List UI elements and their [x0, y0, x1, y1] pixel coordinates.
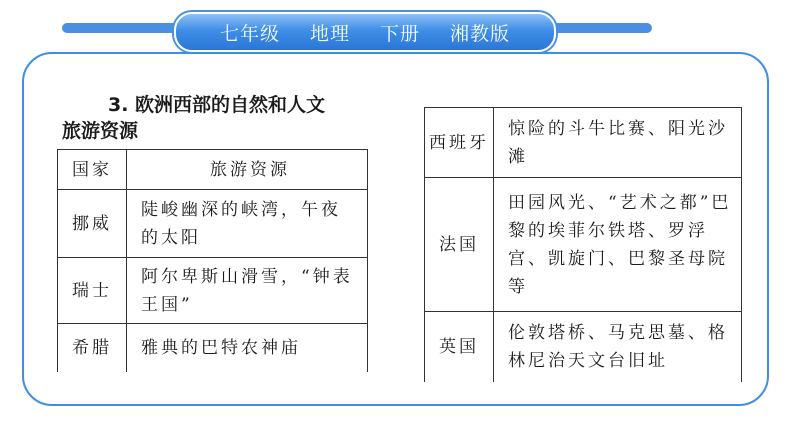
table-row: [58, 258, 368, 324]
country-cell: 法国: [425, 178, 494, 312]
table-row: [425, 178, 742, 312]
header-publisher: 湘教版: [450, 22, 511, 45]
country-cell: 希腊: [58, 324, 127, 372]
table-row: [425, 108, 742, 178]
country-cell: 英国: [425, 312, 494, 382]
header-subject: 地理: [309, 22, 350, 45]
header-resource: 旅游资源: [127, 150, 368, 190]
header-grade: 七年级: [219, 22, 280, 45]
section-title-line1: 3. 欧洲西部的自然和人文: [108, 94, 326, 116]
resource-cell: 伦敦塔桥、马克思墓、格林尼治天文台旧址: [494, 312, 742, 382]
section-title: [62, 92, 382, 144]
header-banner: [174, 12, 556, 52]
resource-cell: 雅典的巴特农神庙: [127, 324, 368, 372]
resource-cell: 陡峻幽深的峡湾，午夜的太阳: [127, 190, 368, 258]
right-resource-table: [424, 107, 742, 382]
left-resource-table: [57, 149, 368, 372]
country-cell: 西班牙: [425, 108, 494, 178]
table-row: [58, 190, 368, 258]
table-header-row: [58, 150, 368, 190]
table-row: [58, 324, 368, 372]
table-row: [425, 312, 742, 382]
resource-cell: 阿尔卑斯山滑雪，“钟表王国”: [127, 258, 368, 324]
section-title-line2: 旅游资源: [62, 120, 139, 142]
country-cell: 挪威: [58, 190, 127, 258]
resource-cell: 惊险的斗牛比赛、阳光沙滩: [494, 108, 742, 178]
header-country: 国家: [58, 150, 127, 190]
resource-cell: 田园风光、“艺术之都”巴黎的埃菲尔铁塔、罗浮宫、凯旋门、巴黎圣母院等: [494, 178, 742, 312]
header-volume: 下册: [380, 22, 421, 45]
country-cell: 瑞士: [58, 258, 127, 324]
